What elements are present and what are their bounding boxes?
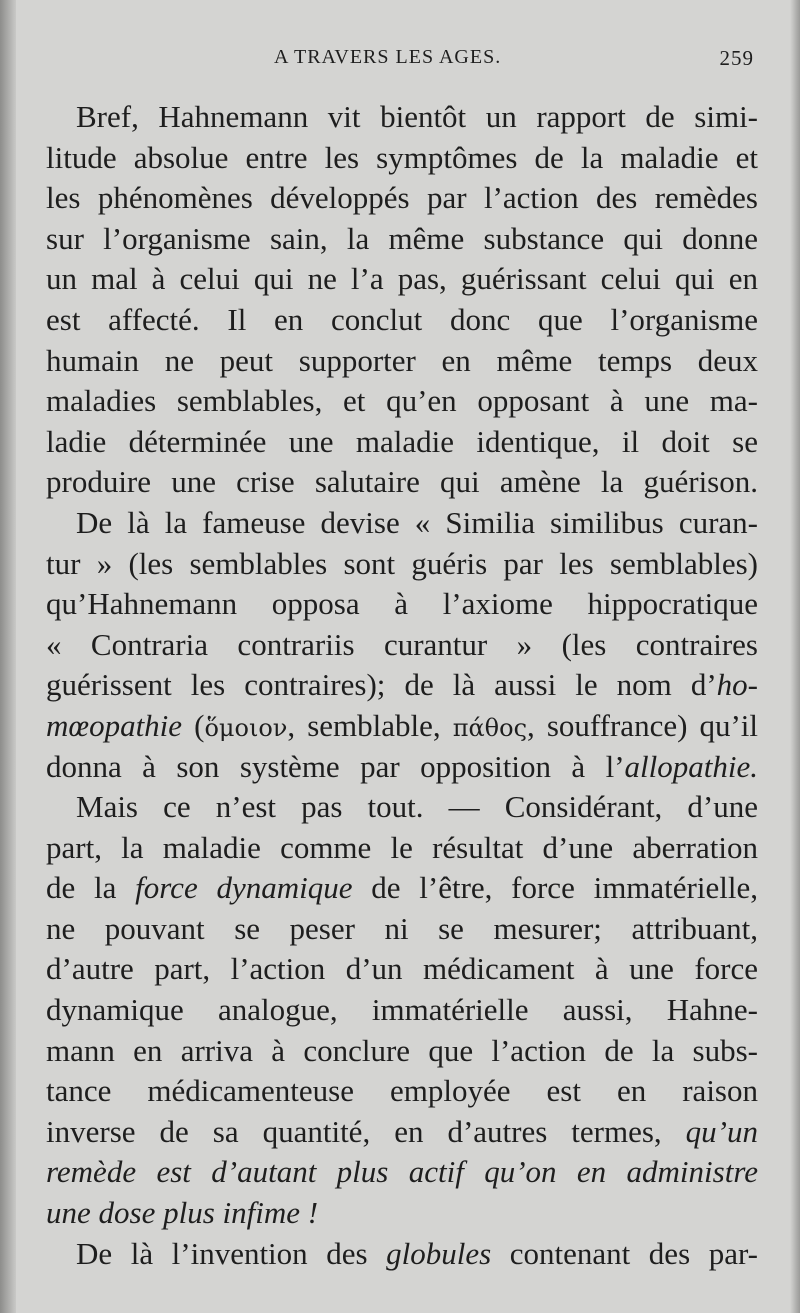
text-line [46,990,758,1031]
text-run: De là la fameuse devise « Similia similibus curan- [76,504,758,540]
text-run: humain ne peut supporter en même temps deux [46,342,758,378]
text-run: part, la maladie comme le résultat d’une aberration [46,829,758,865]
page-number: 259 [719,46,754,70]
text-line [46,1031,758,1072]
italic-text: une dose plus infime ! [46,1195,319,1231]
body-text [46,97,758,1274]
text-line [46,1112,758,1153]
text-run: ladie déterminée une maladie identique, il doit se [46,423,758,459]
text-line [46,665,758,706]
text-run: les phénomènes développés par l’action des remèdes [46,180,758,216]
page-binding-shadow [0,0,16,1313]
text-line [46,1234,758,1275]
text-line [46,503,758,544]
text-run: , souffrance) qu’il [527,707,759,743]
text-line [46,381,758,422]
text-run: ne pouvant se peser ni se mesurer; attribuant, [46,910,758,946]
text-run: tur » (les semblables sont guéris par les semblables) [46,545,758,581]
text-run: , semblable, [287,707,453,743]
text-line [46,584,758,625]
text-run: mann en arriva à conclure que l’action de la subs- [46,1032,758,1068]
italic-text: globules [386,1235,492,1271]
greek-text: ὅμοιον [204,713,288,742]
greek-text: πάθος [452,713,528,742]
page-edge-shadow [790,0,800,1313]
text-line [46,625,758,666]
text-line [46,178,758,219]
text-run: litude absolue entre les symptômes de la maladie et [46,139,758,175]
italic-text: ho- [716,667,758,703]
text-line [46,97,758,138]
text-line [46,300,758,341]
text-run: produire une crise salutaire qui amène la guérison. [46,464,758,500]
text-run: donna à son système par opposition à l’ [46,748,625,784]
text-run: qu’Hahnemann opposa à l’axiome hippocratique [46,586,758,622]
text-run: maladies semblables, et qu’en opposant à une ma- [46,383,758,419]
text-run: de la [46,870,136,906]
italic-text: allopathie. [624,748,758,784]
running-head [0,46,800,76]
text-line [46,828,758,869]
text-run: tance médicamenteuse employée est en raison [46,1073,758,1109]
text-run: dynamique analogue, immatérielle aussi, Hahne- [46,992,758,1028]
text-line [46,544,758,585]
text-run: d’autre part, l’action d’un médicament à une force [46,951,758,987]
text-run: guérissent les contraires); de là aussi le nom d’ [46,667,717,703]
italic-text: mœopathie [46,707,183,743]
italic-text: force dynamique [135,870,353,906]
text-line [46,462,758,503]
text-run: ( [182,707,205,743]
text-line [46,787,758,828]
text-run: contenant des par- [491,1235,758,1271]
text-run: un mal à celui qui ne l’a pas, guérissant celui qui en [46,261,758,297]
text-line [46,219,758,260]
text-line [46,138,758,179]
text-run: inverse de sa quantité, en d’autres termes, [46,1113,686,1149]
text-run: de l’être, force immatérielle, [352,870,758,906]
text-run: sur l’organisme sain, la même substance qui donne [46,220,758,256]
text-line [46,1152,758,1193]
text-line [46,747,758,788]
text-run: Bref, Hahnemann vit bientôt un rapport de simi- [76,99,758,134]
text-run: Mais ce n’est pas tout. — Considérant, d’une [76,789,758,825]
text-run: De là l’invention des [76,1235,387,1271]
text-line [46,1193,758,1234]
text-run: « Contraria contrariis curantur » (les contraires [46,626,758,662]
text-line [46,868,758,909]
text-line [46,422,758,463]
running-title: A TRAVERS LES AGES. [274,46,502,68]
text-line [46,341,758,382]
text-line [46,706,758,747]
text-line [46,949,758,990]
text-line [46,909,758,950]
italic-text: remède est d’autant plus actif qu’on en administre [46,1154,758,1190]
text-line [46,1071,758,1112]
italic-text: qu’un [685,1113,758,1149]
text-line [46,259,758,300]
text-run: est affecté. Il en conclut donc que l’organisme [46,301,758,337]
